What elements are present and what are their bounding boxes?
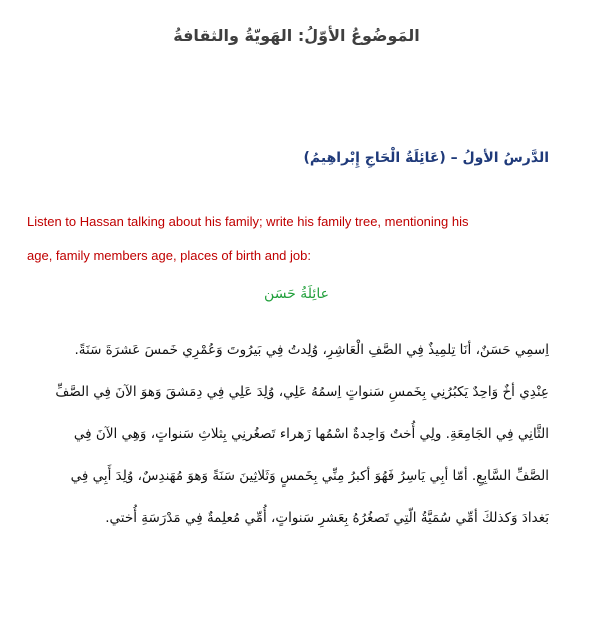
instruction-text: [27, 205, 547, 273]
passage-line-4: الصَّفِّ السَّابِعِ. أمّا أبِي يَاسِرُ فَهُوَ أكبرُ مِنِّي بِخَمسٍ وَثَلاثِينَ سَنَةً وَهوَ مُهَندِسٌ، وُلِدَ أَبِي فِي: [70, 468, 549, 484]
passage-line-5: بَغدادَ وَكذلكَ أمِّي سُمَيَّةُ الّتِي تَصغُرُهُ بِعَشرِ سَنواتٍ، أُمِّي مُعلِمةٌ فِي مَدْرَسَةِ أُختي.: [105, 510, 549, 526]
unit-title: المَوضُوعُ الأوّلُ: الهَويّةُ والثقافةُ: [173, 26, 420, 45]
instruction-line-2: age, family members age, places of birth and job:: [27, 248, 311, 263]
instruction-line-1: Listen to Hassan talking about his family; write his family tree, mentioning his: [27, 214, 469, 229]
passage-line-3: الثَّانِي فِي الجَامِعَةِ. ولِي أُختٌ وَاحِدةٌ اسْمُها زَهراء تَصغُرنِي بِثلاثِ سَنواتٍ، وَهِي الآنَ فِي: [73, 426, 549, 442]
lesson-title: الدَّرسُ الأولُ – (عَائِلَةُ الْحَاجِ إِبْراهِيمُ): [303, 150, 549, 166]
passage-title: عائِلَةُ حَسَن: [264, 286, 329, 302]
passage-line-2: عِنْدِي أخٌ وَاحِدٌ يَكبُرُنِي بِخَمسِ سَنواتٍ اِسمُهُ عَلِي، وُلِدَ عَلِي فِي دِمَشقَ وَهوَ الآنَ فِي الصَّفِّ: [55, 384, 549, 400]
passage-line-1: اِسمِي حَسَنٌ، أنَا تِلمِيذٌ فِي الصَّفِ الْعَاشِرِ، وُلِدتُ فِي بَيرُوتَ وَعُمْرِي خَمسَ عَشرَةَ سَنَةً.: [74, 342, 549, 358]
passage-body: [29, 332, 549, 536]
